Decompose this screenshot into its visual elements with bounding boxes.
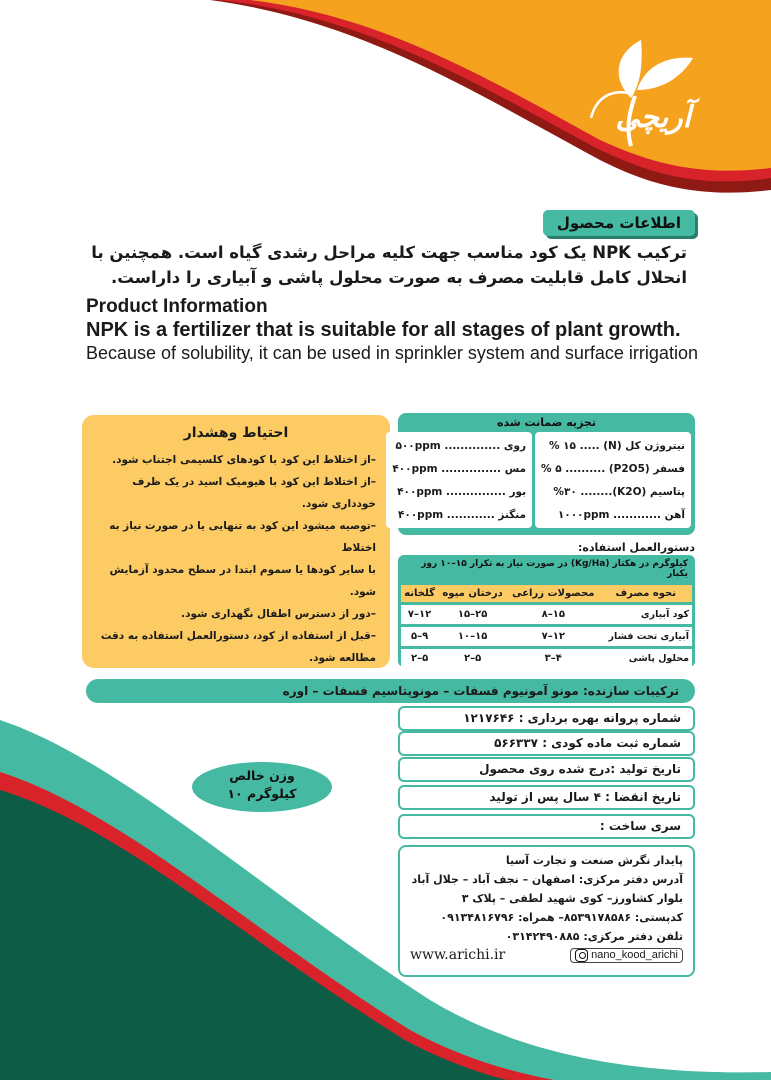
brand-logo-text: آریچی <box>615 100 691 135</box>
analysis-row: مس ............... ۴۰۰ppm <box>392 462 527 475</box>
warning-item: –قبل از استفاده از کود، دستورالعمل استفاده به دقت <box>100 630 376 642</box>
usage-header-cell: نحوه مصرف <box>600 585 693 602</box>
analysis-column-right <box>535 432 691 528</box>
address-box <box>398 845 695 977</box>
product-info-line1-en: NPK is a fertilizer that is suitable for all stages of plant growth. <box>86 319 681 341</box>
usage-cell: کود آبیاری <box>600 605 693 624</box>
usage-cell: ۱۲–۷ <box>401 605 438 624</box>
warning-title: احتیاط وهشدار <box>183 425 289 441</box>
warning-item: –توصیه میشود این کود به تنهایی یا در صورت نیاز به اختلاط <box>109 520 376 554</box>
analysis-row: روی .............. ۵۰۰ppm <box>395 439 527 452</box>
analysis-row: منگنز ............ ۴۰۰ppm <box>397 508 527 521</box>
instagram-text: nano_kood_arichi <box>591 949 678 961</box>
warning-item: مطالعه شود. <box>309 652 376 664</box>
warning-box <box>82 415 390 668</box>
usage-cell: ۴–۳ <box>507 649 599 668</box>
office-phone: تلفن دفتر مرکزی: ۰۳۱۴۲۴۹۰۸۸۵ <box>505 930 683 943</box>
instagram-handle[interactable] <box>570 948 683 963</box>
product-info-label-fa: اطلاعات محصول <box>543 210 695 236</box>
net-weight-badge <box>192 762 332 812</box>
website-link[interactable]: www.arichi.ir <box>410 947 506 963</box>
usage-cell: ۲۵–۱۵ <box>438 605 507 624</box>
table-row <box>401 649 692 668</box>
usage-cell: ۱۲–۷ <box>507 627 599 646</box>
usage-cell: ۱۵–۱۰ <box>438 627 507 646</box>
usage-cell: محلول پاشی <box>600 649 693 668</box>
usage-header-cell: درختان میوه <box>438 585 507 602</box>
product-info-text-fa: ترکیب NPK یک کود مناسب جهت کلیه مراحل رشدی گیاه است. همچنین با انحلال کامل قابلیت مصرف به صورت محلول پاشی و آبیاری را داراست. <box>91 243 687 287</box>
usage-header-row <box>401 585 692 602</box>
guaranteed-analysis-box <box>392 413 695 535</box>
usage-subtitle: کیلوگرم در هکتار (Kg/Ha) در صورت نیاز به تکرار ۱۵–۱۰ روز یکبار <box>421 559 688 579</box>
postal-code-phone: کدپستی: ۸۵۳۹۱۷۸۵۸۶– همراه: ۰۹۱۳۴۸۱۶۷۹۶ <box>440 911 683 924</box>
table-row <box>401 627 692 646</box>
usage-header-cell: گلخانه <box>401 585 438 602</box>
product-info-title-en: Product Information <box>86 296 268 317</box>
warning-item: با سایر کودها یا سموم ابتدا در سطح محدود آزمایش شود. <box>109 564 376 598</box>
address-line: بلوار کشاورز– کوی شهید لطفی – پلاک ۳ <box>461 892 683 905</box>
usage-box <box>398 555 695 667</box>
registration-number-field: شماره ثبت ماده کودی : ۵۶۶۳۳۷ <box>398 731 695 756</box>
usage-cell: ۵–۲ <box>438 649 507 668</box>
expiry-date-field: تاریخ انقضا : ۴ سال پس از تولید <box>398 785 695 810</box>
license-number-field: شماره پروانه بهره برداری : ۱۲۱۷۶۴۶ <box>398 706 695 731</box>
usage-cell: آبیاری تحت فشار <box>600 627 693 646</box>
company-name: پایدار نگرش صنعت و تجارت آسیا <box>505 854 683 867</box>
production-date-field: تاریخ تولید :درج شده روی محصول <box>398 757 695 782</box>
usage-cell: ۹–۵ <box>401 627 438 646</box>
usage-label: دستورالعمل استفاده: <box>578 541 695 554</box>
analysis-row: نیتروژن کل (N) ..... ۱۵ % <box>548 439 685 452</box>
instagram-icon <box>575 949 588 962</box>
warning-item: –از اختلاط این کود با کودهای کلسیمی اجتناب شود. <box>112 454 376 466</box>
analysis-title: تجزیه ضمانت شده <box>497 416 596 429</box>
warning-item: –دور از دسترس اطفال نگهداری شود. <box>181 608 376 620</box>
batch-number-field: سری ساخت : <box>398 814 695 839</box>
product-info-line2-en: Because of solubility, it can be used in sprinkler system and surface irrigation <box>86 343 698 363</box>
product-info-en <box>86 296 711 364</box>
usage-cell: ۵–۲ <box>401 649 438 668</box>
usage-header-cell: محصولات زراعی <box>507 585 599 602</box>
address-line: آدرس دفتر مرکزی: اصفهان – نجف آباد – جلال آباد <box>411 873 683 886</box>
analysis-column-left <box>386 432 532 528</box>
table-row <box>401 605 692 624</box>
analysis-row: آهن ............ ۱۰۰۰ppm <box>557 508 685 521</box>
analysis-row: بور ............... ۴۰۰ppm <box>397 485 527 498</box>
analysis-row: پتاسیم (K2O)........ %۳۰ <box>553 485 685 498</box>
analysis-row: فسفر (P2O5) .......... ۵ % <box>541 462 685 475</box>
usage-cell: ۱۵–۸ <box>507 605 599 624</box>
net-weight-label: وزن خالص <box>229 768 295 783</box>
net-weight-value: ۱۰ کیلوگرم <box>227 786 297 801</box>
composition-bar: ترکیبات سازنده: مونو آمونیوم فسفات – مونوپتاسیم فسفات – اوره <box>86 679 695 703</box>
usage-table <box>401 582 692 671</box>
warning-item: –از اختلاط این کود با هیومیک اسید در یک ظرف خودداری شود. <box>132 476 376 510</box>
